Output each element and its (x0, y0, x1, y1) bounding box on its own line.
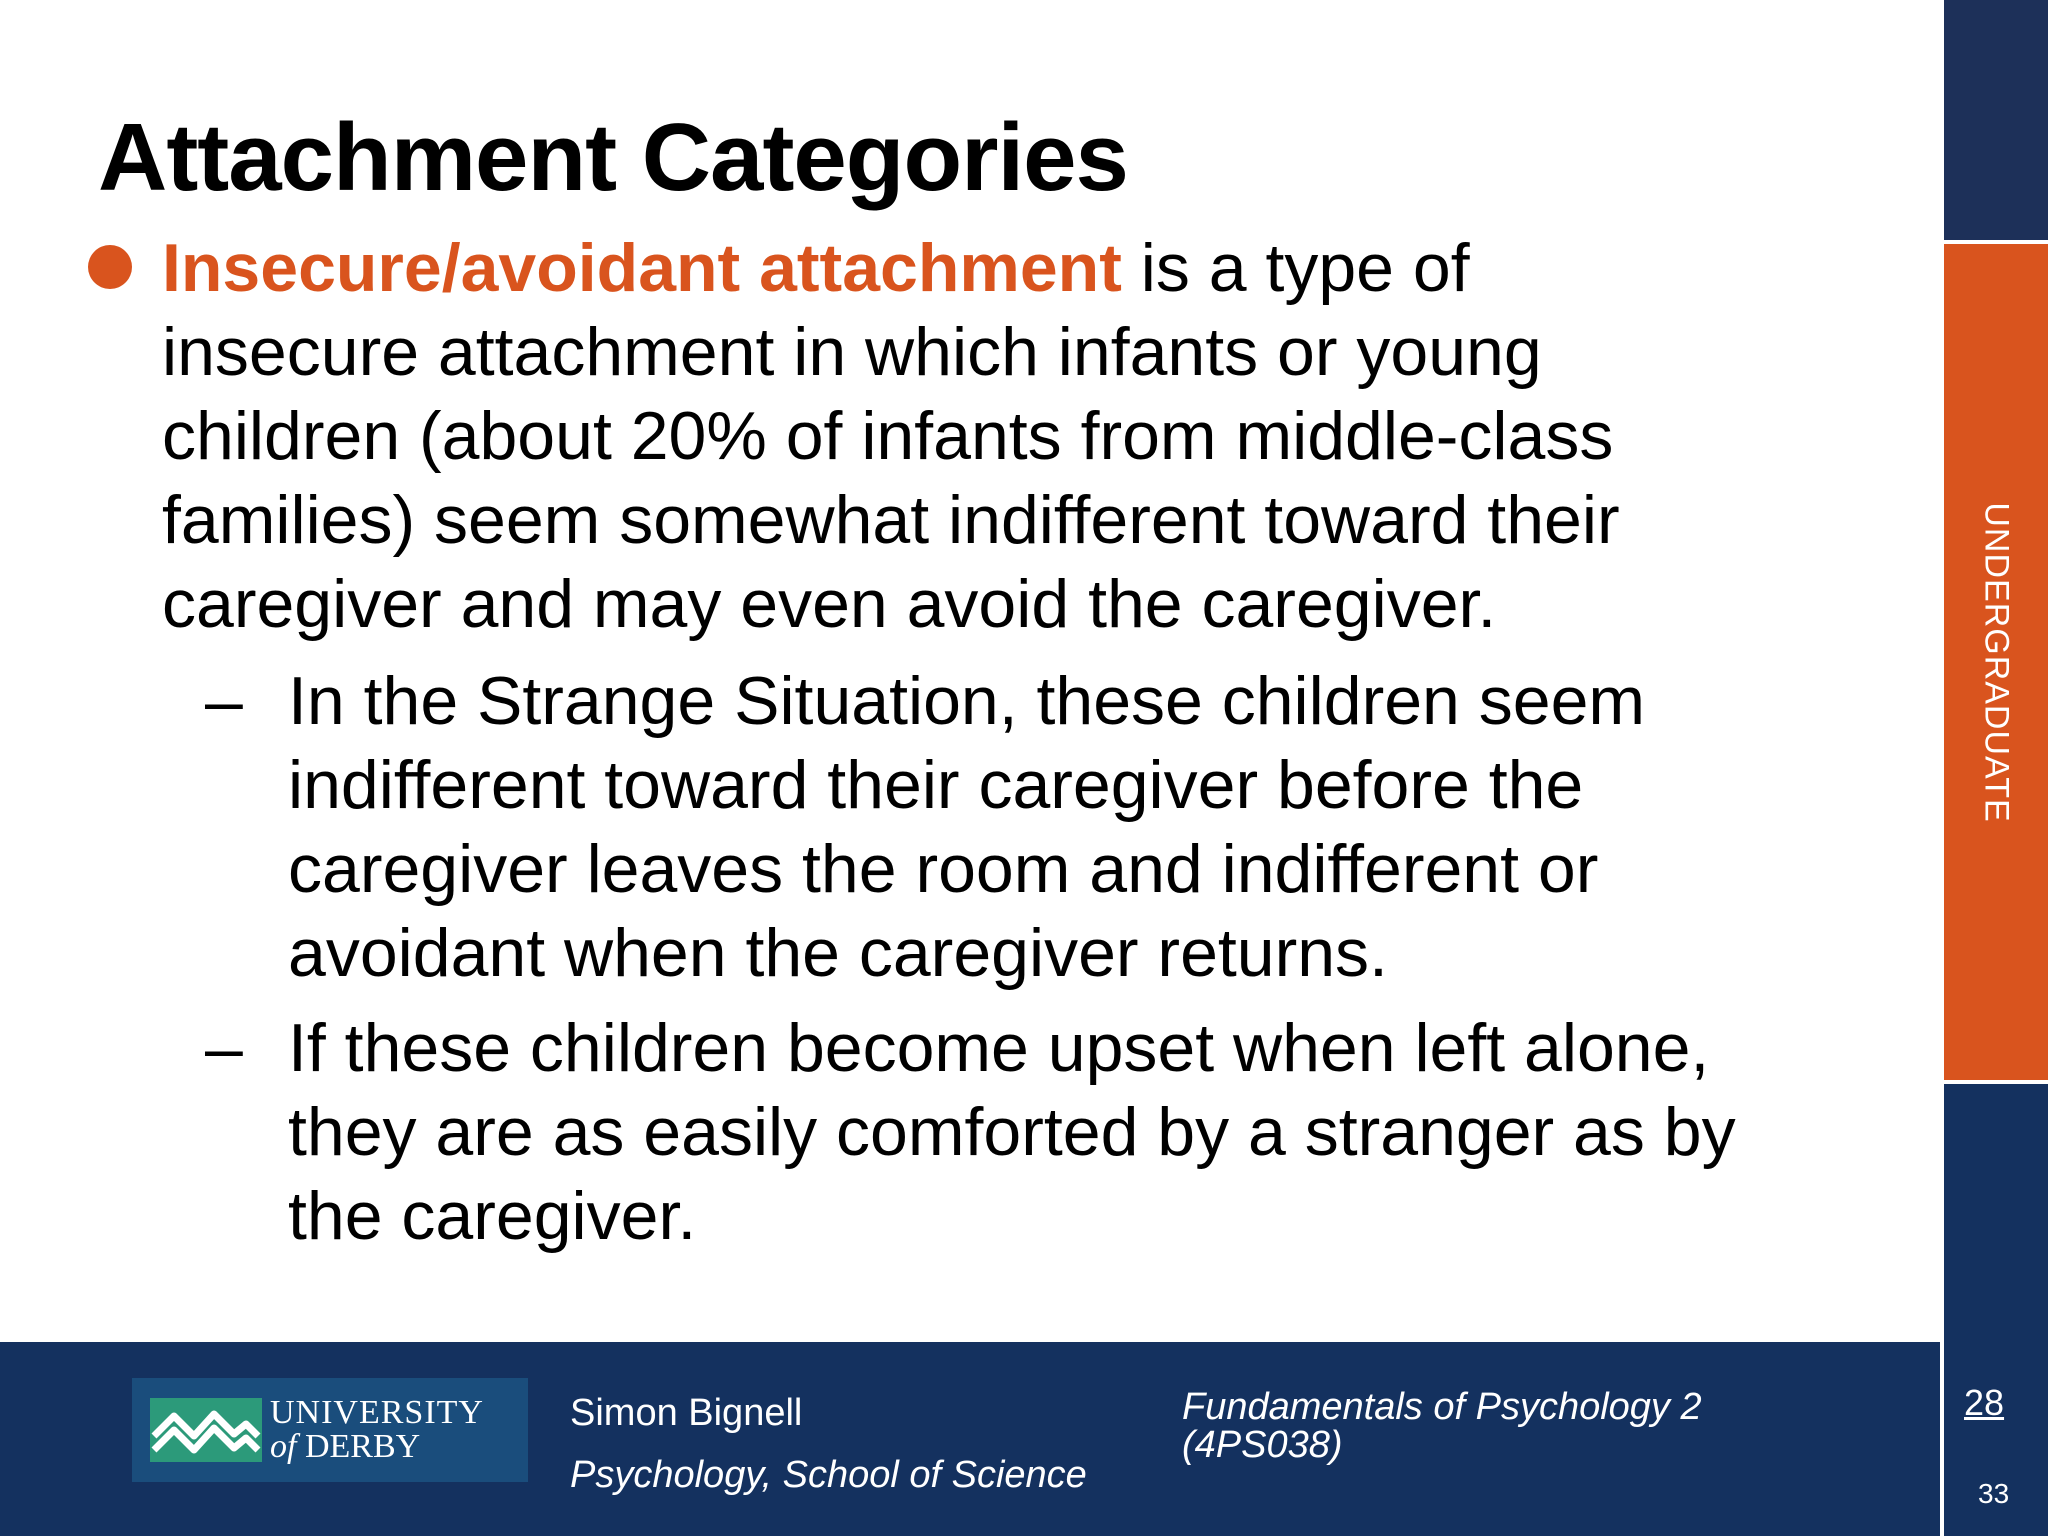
side-band-label: UNDERGRADUATE (1977, 501, 2016, 823)
logo-of: of (270, 1428, 297, 1465)
sub-bullet-line: they are as easily comforted by a stranger as by (288, 1094, 1736, 1170)
footer-author: Simon Bignell (570, 1392, 803, 1434)
footer-divider (1940, 1342, 1944, 1536)
bullet-line: insecure attachment in which infants or young (162, 314, 1542, 390)
logo-derby: DERBY (304, 1428, 421, 1465)
logo-line2 (270, 1430, 484, 1464)
sub-bullet-line: If these children become upset when left alone, (288, 1010, 1710, 1086)
logo-wordmark (270, 1396, 484, 1464)
footer-module-code: (4PS038) (1182, 1424, 1343, 1466)
bullet-line: caregiver and may even avoid the caregiver. (162, 566, 1497, 642)
bullet-dot-icon (88, 245, 132, 289)
page-number: 33 (1978, 1478, 2010, 1509)
university-logo (132, 1378, 528, 1482)
dash-marker: – (205, 1010, 243, 1086)
bullet-line: children (about 20% of infants from middle-class (162, 398, 1614, 474)
slide-number: 28 (1964, 1382, 2005, 1423)
sub-bullet-line: caregiver leaves the room and indifferent or (288, 831, 1599, 907)
sub-bullet-line: indifferent toward their caregiver before the (288, 747, 1584, 823)
sub-bullet-line: the caregiver. (288, 1178, 697, 1254)
highlight-term: Insecure/avoidant attachment (162, 230, 1122, 306)
side-band-label-wrap (1944, 244, 2048, 1080)
footer-department: Psychology, School of Science (570, 1454, 1087, 1496)
sub-bullet (288, 659, 1908, 995)
bullet-line: families) seem somewhat indifferent toward their (162, 482, 1620, 558)
sub-bullet-line: avoidant when the caregiver returns. (288, 915, 1388, 991)
bullet-line: is a type of (1121, 230, 1470, 306)
side-band-top (1944, 0, 2048, 240)
side-band-bottom (1944, 1084, 2048, 1342)
footer-module-title: Fundamentals of Psychology 2 (1182, 1386, 1702, 1428)
sub-bullet (288, 1006, 1908, 1258)
slide-title: Attachment Categories (98, 104, 1128, 211)
dash-marker: – (205, 663, 243, 739)
logo-line1: UNIVERSITY (270, 1394, 484, 1431)
peaks-logo-icon (150, 1398, 262, 1462)
main-bullet (162, 226, 1862, 646)
sub-bullet-line: In the Strange Situation, these children seem (288, 663, 1646, 739)
